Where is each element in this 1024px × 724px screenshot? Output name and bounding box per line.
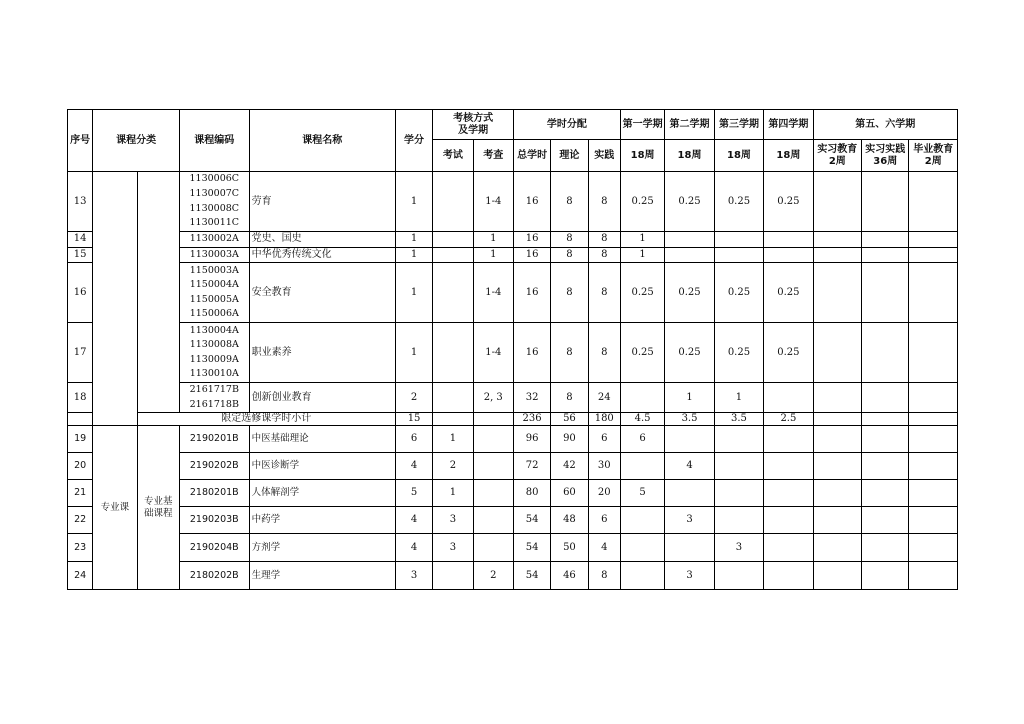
total-hours-cell: 16 [513,323,550,383]
credits-cell: 2 [395,383,432,413]
sem2-cell [665,232,714,248]
table-row [68,480,958,507]
sem56-cell [813,534,861,562]
sem3-cell: 0.25 [714,323,763,383]
practice-cell: 8 [588,263,620,323]
sem56-cell [909,232,958,248]
header-assessment: 考核方式 及学期 [433,110,514,140]
sem4-cell [764,562,813,590]
seq-cell: 20 [68,453,93,480]
exam-cell: 1 [433,426,473,453]
sem56-cell [813,247,861,263]
check-cell: 1-4 [473,323,513,383]
sem56-cell [813,507,861,534]
header-sem4: 第四学期 [764,110,813,140]
table-row [68,426,958,453]
seq-cell: 14 [68,232,93,248]
category-cell [93,172,137,426]
sem2-cell: 0.25 [665,172,714,232]
table-row [68,507,958,534]
credits-cell: 5 [395,480,432,507]
subtotal-practice-cell: 180 [588,413,620,426]
header-intern-practice: 实习实践 36周 [862,140,909,172]
practice-cell: 4 [588,534,620,562]
sem56-cell [909,480,958,507]
sem3-cell [714,232,763,248]
sem2-cell [665,426,714,453]
header-weeks-sem3: 18周 [714,140,763,172]
exam-cell: 2 [433,453,473,480]
practice-cell: 8 [588,247,620,263]
exam-cell [433,383,473,413]
header-sem3: 第三学期 [714,110,763,140]
seq-cell: 15 [68,247,93,263]
sem3-cell [714,453,763,480]
course-name-cell: 中医基础理论 [249,426,395,453]
sem56-cell [909,534,958,562]
sem4-cell [764,247,813,263]
sem2-cell [665,534,714,562]
sem56-cell [862,323,909,383]
credits-cell: 4 [395,507,432,534]
sem3-cell [714,480,763,507]
sem56-cell [862,453,909,480]
practice-cell: 24 [588,383,620,413]
sem1-cell [620,562,664,590]
header-sem2: 第二学期 [665,110,714,140]
practice-cell: 8 [588,172,620,232]
sem3-cell [714,426,763,453]
check-cell [473,453,513,480]
theory-cell: 8 [551,323,588,383]
header-category: 课程分类 [93,110,180,172]
elective-rows [68,172,958,426]
sem1-cell [620,507,664,534]
seq-cell: 17 [68,323,93,383]
sem2-cell: 1 [665,383,714,413]
course-code-cell: 1130002A [179,232,249,248]
course-code-cell: 2190202B [179,453,249,480]
check-cell [473,507,513,534]
theory-cell: 8 [551,383,588,413]
sem4-cell [764,383,813,413]
sem56-cell [862,383,909,413]
sem56-cell [862,507,909,534]
sem56-cell [862,426,909,453]
sem3-cell: 0.25 [714,263,763,323]
sem2-cell: 3 [665,507,714,534]
credits-cell: 4 [395,453,432,480]
sem1-cell [620,383,664,413]
sem56-cell [862,232,909,248]
practice-cell: 30 [588,453,620,480]
total-hours-cell: 80 [513,480,550,507]
sem56-cell [909,247,958,263]
header-check: 考查 [473,140,513,172]
sem2-cell: 3 [665,562,714,590]
header-credits: 学分 [395,110,432,172]
sem56-cell [909,172,958,232]
header-intern-edu: 实习教育 2周 [813,140,861,172]
seq-cell: 23 [68,534,93,562]
header-weeks-sem2: 18周 [665,140,714,172]
sem4-cell [764,426,813,453]
sem4-cell: 0.25 [764,323,813,383]
check-cell: 2, 3 [473,383,513,413]
credits-cell: 1 [395,232,432,248]
check-cell: 1 [473,247,513,263]
credits-cell: 4 [395,534,432,562]
table-row [68,172,958,232]
sem1-cell: 0.25 [620,263,664,323]
sem56-cell [909,323,958,383]
table-row [68,534,958,562]
credits-cell: 1 [395,323,432,383]
course-name-cell: 人体解剖学 [249,480,395,507]
credits-cell: 3 [395,562,432,590]
table-row [68,247,958,263]
header-weeks-sem4: 18周 [764,140,813,172]
header-sem1: 第一学期 [620,110,664,140]
course-code-cell: 2180201B [179,480,249,507]
subtotal-row [68,413,958,426]
header-sem56: 第五、六学期 [813,110,957,140]
seq-cell: 13 [68,172,93,232]
sem56-cell [813,480,861,507]
sem3-cell [714,507,763,534]
sem56-cell [813,562,861,590]
sem56-cell [909,453,958,480]
check-cell [473,480,513,507]
practice-cell: 8 [588,323,620,383]
sem3-cell [714,562,763,590]
course-name-cell: 职业素养 [249,323,395,383]
sem56-cell [862,480,909,507]
sem4-cell [764,453,813,480]
practice-cell: 8 [588,232,620,248]
sem2-cell: 0.25 [665,323,714,383]
course-name-cell: 中医诊断学 [249,453,395,480]
course-code-cell: 2190203B [179,507,249,534]
check-cell [473,426,513,453]
course-code-cell: 2180202B [179,562,249,590]
sem4-cell [764,480,813,507]
sem1-cell: 0.25 [620,323,664,383]
table-row [68,562,958,590]
total-hours-cell: 16 [513,172,550,232]
practice-cell: 8 [588,562,620,590]
check-cell: 2 [473,562,513,590]
subtotal-exam-cell [433,413,473,426]
theory-cell: 48 [551,507,588,534]
total-hours-cell: 32 [513,383,550,413]
seq-cell: 22 [68,507,93,534]
total-hours-cell: 16 [513,232,550,248]
subtotal-sem2-cell: 3.5 [665,413,714,426]
total-hours-cell: 54 [513,562,550,590]
course-name-cell: 中华优秀传统文化 [249,247,395,263]
seq-cell: 16 [68,263,93,323]
sem3-cell: 1 [714,383,763,413]
subtotal-theory-cell: 56 [551,413,588,426]
total-hours-cell: 16 [513,247,550,263]
theory-cell: 42 [551,453,588,480]
sem1-cell [620,453,664,480]
sem2-cell [665,480,714,507]
credits-cell: 6 [395,426,432,453]
sem56-cell [909,562,958,590]
practice-cell: 6 [588,426,620,453]
sem56-cell [909,413,958,426]
sem56-cell [862,562,909,590]
header-hours: 学时分配 [513,110,620,140]
check-cell: 1-4 [473,172,513,232]
practice-cell: 20 [588,480,620,507]
theory-cell: 8 [551,247,588,263]
sem56-cell [862,263,909,323]
course-code-cell: 2190201B [179,426,249,453]
total-hours-cell: 96 [513,426,550,453]
sem56-cell [813,323,861,383]
header-exam: 考试 [433,140,473,172]
total-hours-cell: 72 [513,453,550,480]
exam-cell: 3 [433,507,473,534]
sem2-cell: 0.25 [665,263,714,323]
course-name-cell: 方剂学 [249,534,395,562]
theory-cell: 8 [551,263,588,323]
exam-cell: 3 [433,534,473,562]
subtotal-credits-cell: 15 [395,413,432,426]
sem1-cell: 1 [620,232,664,248]
sem56-cell [813,232,861,248]
sem4-cell [764,507,813,534]
sem4-cell [764,534,813,562]
exam-cell: 1 [433,480,473,507]
sem56-cell [862,172,909,232]
seq-cell: 24 [68,562,93,590]
theory-cell: 8 [551,232,588,248]
exam-cell [433,562,473,590]
total-hours-cell: 54 [513,507,550,534]
sem56-cell [813,453,861,480]
header-seq: 序号 [68,110,93,172]
course-name-cell: 中药学 [249,507,395,534]
sem4-cell [764,232,813,248]
course-name-cell: 生理学 [249,562,395,590]
seq-cell: 19 [68,426,93,453]
course-code-cell: 1150003A 1150004A 1150005A 1150006A [179,263,249,323]
table-row [68,323,958,383]
header-grad-edu: 毕业教育 2周 [909,140,958,172]
seq-cell [68,413,93,426]
sem1-cell: 5 [620,480,664,507]
total-hours-cell: 16 [513,263,550,323]
course-name-cell: 劳育 [249,172,395,232]
subtotal-label: 限定选修课学时小计 [137,413,395,426]
header-practice: 实践 [588,140,620,172]
theory-cell: 46 [551,562,588,590]
subtotal-total-hours-cell: 236 [513,413,550,426]
sem56-cell [909,426,958,453]
exam-cell [433,172,473,232]
table-row [68,383,958,413]
sem2-cell: 4 [665,453,714,480]
course-name-cell: 安全教育 [249,263,395,323]
subtotal-sem4-cell: 2.5 [764,413,813,426]
sem56-cell [813,426,861,453]
header-weeks-sem1: 18周 [620,140,664,172]
sem56-cell [909,383,958,413]
sem1-cell: 0.25 [620,172,664,232]
exam-cell [433,232,473,248]
seq-cell: 21 [68,480,93,507]
course-code-cell: 1130006C 1130007C 1130008C 1130011C [179,172,249,232]
credits-cell: 1 [395,172,432,232]
theory-cell: 60 [551,480,588,507]
subtotal-sem3-cell: 3.5 [714,413,763,426]
table-row [68,232,958,248]
sem3-cell: 3 [714,534,763,562]
sem56-cell [862,413,909,426]
credits-cell: 1 [395,263,432,323]
exam-cell [433,247,473,263]
table-row [68,453,958,480]
subcategory-cell: 专业基 础课程 [137,426,179,590]
subcategory-cell [137,172,179,413]
check-cell [473,534,513,562]
course-code-cell: 1130004A 1130008A 1130009A 1130010A [179,323,249,383]
theory-cell: 8 [551,172,588,232]
exam-cell [433,323,473,383]
header-theory: 理论 [551,140,588,172]
header-total: 总学时 [513,140,550,172]
sem2-cell [665,247,714,263]
major-rows [68,426,958,590]
table-row [68,263,958,323]
seq-cell: 18 [68,383,93,413]
total-hours-cell: 54 [513,534,550,562]
sem4-cell: 0.25 [764,172,813,232]
sem56-cell [813,263,861,323]
sem56-cell [909,263,958,323]
sem1-cell [620,534,664,562]
practice-cell: 6 [588,507,620,534]
sem56-cell [862,534,909,562]
sem56-cell [909,507,958,534]
credits-cell: 1 [395,247,432,263]
sem3-cell [714,247,763,263]
sem56-cell [813,172,861,232]
sem3-cell: 0.25 [714,172,763,232]
sem56-cell [813,383,861,413]
check-cell: 1 [473,232,513,248]
check-cell: 1-4 [473,263,513,323]
sem56-cell [813,413,861,426]
subtotal-sem1-cell: 4.5 [620,413,664,426]
header-code: 课程编码 [179,110,249,172]
sem1-cell: 1 [620,247,664,263]
theory-cell: 50 [551,534,588,562]
course-name-cell: 创新创业教育 [249,383,395,413]
theory-cell: 90 [551,426,588,453]
exam-cell [433,263,473,323]
curriculum-table [67,109,958,590]
sem4-cell: 0.25 [764,263,813,323]
course-code-cell: 2161717B 2161718B [179,383,249,413]
course-code-cell: 2190204B [179,534,249,562]
course-name-cell: 党史、国史 [249,232,395,248]
category-cell: 专业课 [93,426,137,590]
course-code-cell: 1130003A [179,247,249,263]
sem56-cell [862,247,909,263]
subtotal-check-cell [473,413,513,426]
header-name: 课程名称 [249,110,395,172]
sem1-cell: 6 [620,426,664,453]
